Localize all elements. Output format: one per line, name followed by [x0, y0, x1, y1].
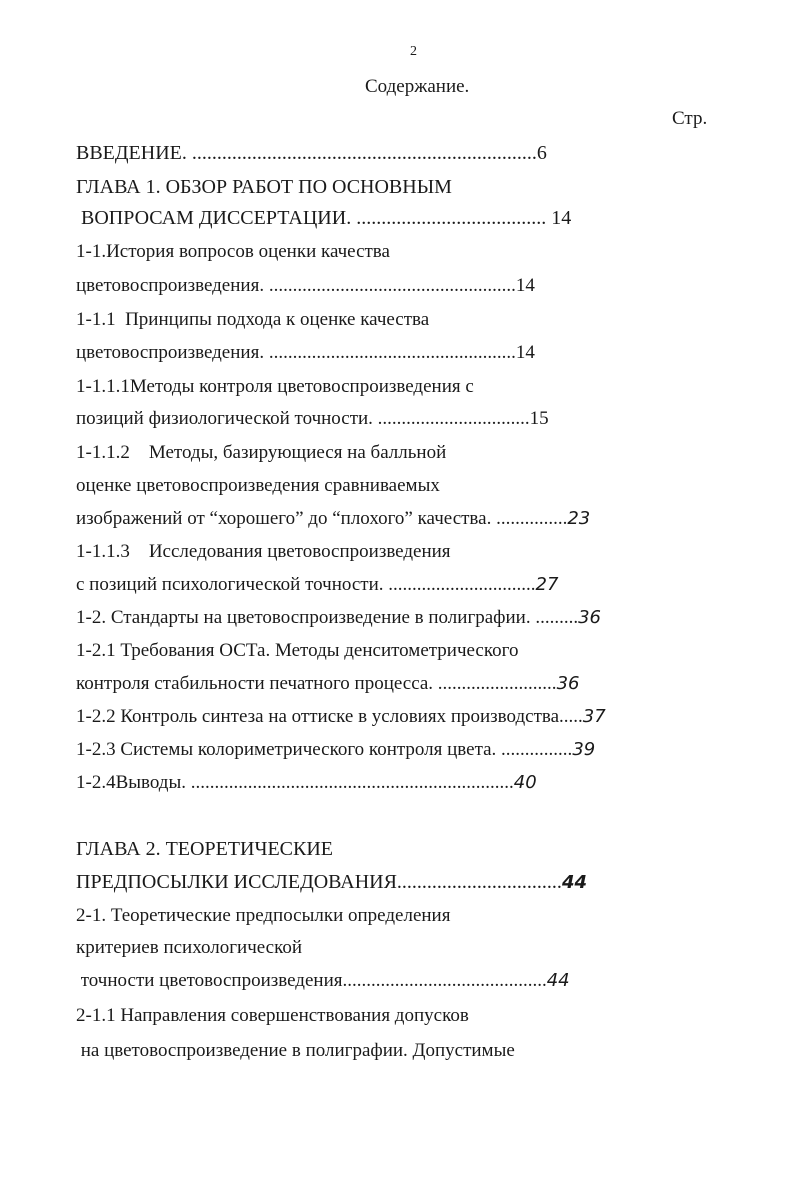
- toc-page-number: 36: [556, 673, 580, 694]
- toc-line: 1-1.1 Принципы подхода к оценке качества: [76, 309, 430, 330]
- toc-line: ГЛАВА 2. ТЕОРЕТИЧЕСКИЕ: [76, 838, 334, 860]
- toc-page-number: 37: [582, 706, 606, 727]
- toc-line-text: контроля стабильности печатного процесса. .........................: [76, 673, 557, 694]
- page-title: Содержание.: [365, 76, 470, 97]
- toc-line: на цветовоспроизведение в полиграфии. Допустимые: [76, 1040, 515, 1061]
- toc-page-number: 27: [535, 574, 559, 595]
- toc-line: ВВЕДЕНИЕ. .....................................................................6: [76, 142, 547, 164]
- toc-line: [76, 706, 606, 728]
- toc-page-number: 44: [546, 970, 570, 991]
- toc-line: ВОПРОСАМ ДИССЕРТАЦИИ. ...................................... 14: [76, 207, 572, 229]
- toc-line: позиций физиологической точности. ................................15: [76, 408, 549, 429]
- toc-line: цветовоспроизведения. ....................................................14: [76, 275, 535, 296]
- toc-line-text: 1-2. Стандарты на цветовоспроизведение в полиграфии. .........: [76, 607, 579, 628]
- toc-line: 1-2.1 Требования ОСТа. Методы денситометрического: [76, 640, 519, 661]
- toc-line: 2-1.1 Направления совершенствования допусков: [76, 1005, 469, 1026]
- toc-line: оценке цветовоспроизведения сравниваемых: [76, 475, 440, 496]
- toc-page-number: 23: [567, 508, 591, 529]
- toc-line: 1-1.1.1Методы контроля цветовоспроизведения с: [76, 376, 474, 397]
- toc-line: [76, 970, 570, 992]
- toc-line: [76, 772, 537, 794]
- toc-line-text: 1-2.2 Контроль синтеза на оттиске в условиях производства.....: [76, 706, 583, 727]
- toc-line-text: ПРЕДПОСЫЛКИ ИССЛЕДОВАНИЯ.................................: [76, 871, 562, 893]
- toc-page-number: 39: [572, 739, 596, 760]
- toc-page-number: 36: [578, 607, 601, 628]
- toc-line: [76, 871, 587, 894]
- toc-line: 1-1.История вопросов оценки качества: [76, 241, 390, 262]
- toc-line: [76, 574, 558, 596]
- toc-line: [76, 739, 595, 761]
- page-number: 2: [410, 44, 417, 59]
- toc-line: [76, 607, 601, 629]
- toc-line: [76, 673, 579, 695]
- page-column-header: Стр.: [672, 108, 708, 129]
- toc-line-text: точности цветовоспроизведения...........................................: [76, 970, 547, 991]
- toc-line: критериев психологической: [76, 937, 303, 958]
- toc-page-number: 44: [561, 872, 587, 893]
- toc-line-text: изображений от “хорошего” до “плохого” качества. ...............: [76, 508, 568, 529]
- toc-line-text: с позиций психологической точности. ...............................: [76, 574, 536, 595]
- toc-line: [76, 508, 590, 530]
- toc-page-number: 40: [513, 772, 537, 793]
- toc-line: ГЛАВА 1. ОБЗОР РАБОТ ПО ОСНОВНЫМ: [76, 176, 452, 198]
- toc-line: цветовоспроизведения. ....................................................14: [76, 342, 535, 363]
- toc-line-text: 1-2.4Выводы. ....................................................................: [76, 772, 514, 793]
- toc-line: 1-1.1.3 Исследования цветовоспроизведения: [76, 541, 451, 562]
- toc-line-text: 1-2.3 Системы колориметрического контроля цвета. ...............: [76, 739, 573, 760]
- toc-line: 1-1.1.2 Методы, базирующиеся на балльной: [76, 442, 447, 463]
- toc-line: 2-1. Теоретические предпосылки определения: [76, 905, 451, 926]
